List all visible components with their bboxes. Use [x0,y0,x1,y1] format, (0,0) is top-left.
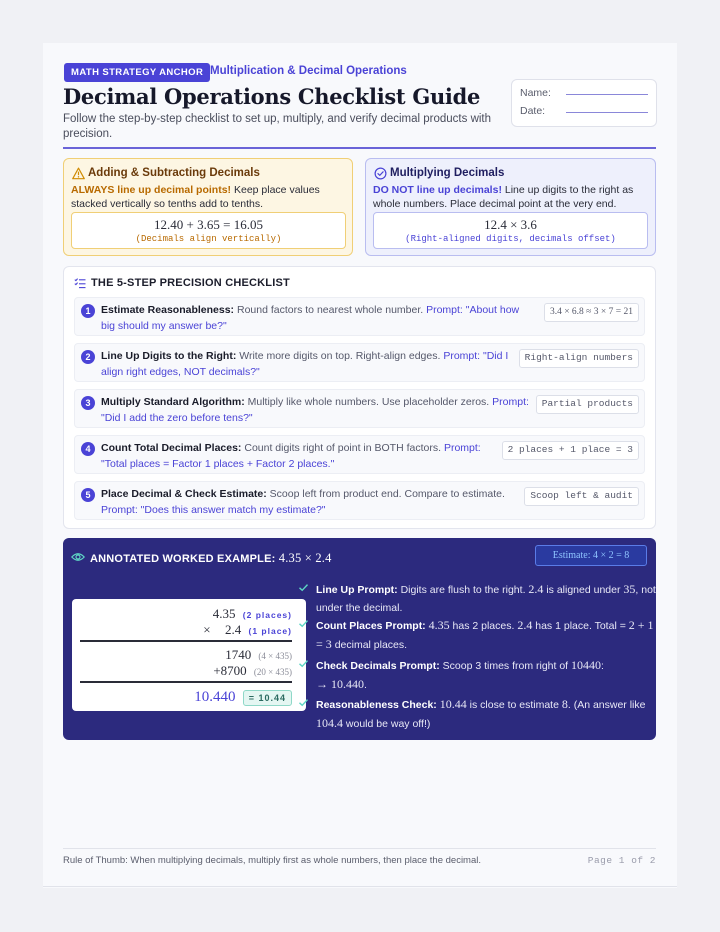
add-card-heading: Adding & Subtracting Decimals [88,167,260,179]
step-chip: Scoop left & audit [524,487,639,506]
checklist-step [74,435,645,474]
annotation-item: Reasonableness Check: 10.44 is close to estimate 8. (An answer like 104.4 would be way off!) [316,695,656,733]
check-icon [298,658,309,669]
rule-of-thumb: Rule of Thumb: When multiplying decimals, multiply first as whole numbers, then place the decimal. [63,855,482,866]
step-text: Line Up Digits to the Right: Write more digits on top. Right-align edges. Prompt: "Did I align right edges, NOT decimals?" [101,350,509,378]
step-number: 2 [81,350,95,364]
estimate-badge: Estimate: 4 × 2 = 8 [535,545,647,566]
checklist-step [74,481,645,520]
multiply-card-body: Line up digits to the right as whole numbers. Place decimal point at the very end. [373,184,634,210]
check-icon [298,697,309,708]
intro-text: Follow the step-by-step checklist to set up, multiply, and verify decimal products with precision. [63,113,492,140]
annotation-item: Check Decimals Prompt: Scoop 3 times from right of 10440: → 10.440. [316,656,656,694]
product-result: 10.440 = 10.44 [194,689,292,706]
check-circle-icon [374,167,387,180]
calc-divider [80,640,292,642]
multiply-card-lead: DO NOT line up decimals! [373,184,502,196]
page-title: Decimal Operations Checklist Guide [63,84,481,109]
step-chip: 2 places + 1 place = 3 [502,441,639,460]
factor-1: 4.35 (2 places) [212,606,292,621]
add-subtract-card [63,158,353,256]
step-text: Estimate Reasonableness: Round factors to nearest whole number. Prompt: "About how big should my answer be?" [101,304,520,332]
multiply-equation: 12.4 × 3.6 [484,217,537,232]
worked-example-panel [63,538,656,740]
partial-product-1: 1740 (4 × 435) [225,647,292,662]
step-chip: Partial products [536,395,639,414]
calc-divider [80,681,292,683]
multiply-card-text [373,183,649,211]
check-icon [298,618,309,629]
worksheet-page [43,43,677,888]
multiply-note: (Right-aligned digits, decimals offset) [405,234,616,244]
multiply-card [365,158,656,256]
step-text: Count Total Decimal Places: Count digits right of point in BOTH factors. Prompt: "Total places = Factor 1 places + Factor 2 places." [101,442,481,470]
step-text: Multiply Standard Algorithm: Multiply like whole numbers. Use placeholder zeros. Prompt: "Did I add the zero before tens?" [101,396,529,424]
checklist-icon [74,277,86,289]
date-field[interactable] [566,112,648,113]
step-chip: Right-align numbers [519,349,639,368]
checklist-heading: THE 5-STEP PRECISION CHECKLIST [91,277,290,289]
add-card-lead: ALWAYS line up decimal points! [71,184,232,196]
step-text: Place Decimal & Check Estimate: Scoop left from product end. Compare to estimate. Prompt: "Does this answer match my estimate?" [101,488,505,516]
add-card-body: Keep place values stacked vertically so tenths add to tenths. [71,184,320,210]
checklist-step [74,343,645,382]
footer-divider [63,848,656,849]
worked-expression: 4.35 × 2.4 [278,551,332,565]
step-number: 5 [81,488,95,502]
worked-example-heading: ANNOTATED WORKED EXAMPLE: 4.35 × 2.4 [90,551,332,565]
rounded-answer: = 10.44 [243,690,292,706]
check-icon [298,582,309,593]
step-number: 1 [81,304,95,318]
precision-checklist [63,266,656,529]
annotation-item: Count Places Prompt: 4.35 has 2 places. 2.4 has 1 place. Total = 2 + 1 = 3 decimal places. [316,616,656,654]
page-bottom-edge [43,886,677,887]
strategy-tag: MATH STRATEGY ANCHOR [64,63,210,82]
multiply-card-heading: Multiplying Decimals [390,167,505,179]
step-chip: 3.4 × 6.8 ≈ 3 × 7 = 21 [544,303,639,322]
step-number: 3 [81,396,95,410]
checklist-step [74,389,645,428]
annotation-item: Line Up Prompt: Digits are flush to the right. 2.4 is aligned under 35, not under the decimal. [316,580,656,617]
eye-icon [71,551,85,563]
partial-product-2: +8700 (20 × 435) [213,663,292,678]
page-number: Page 1 of 2 [587,855,656,866]
multiply-example-box [373,212,648,249]
name-field[interactable] [566,94,648,95]
add-card-text [71,183,347,211]
add-equation: 12.40 + 3.65 = 16.05 [154,217,263,232]
subject-label: Multiplication & Decimal Operations [210,65,407,77]
add-example-box [71,212,346,249]
warning-triangle-icon [72,167,85,180]
checklist-step [74,297,645,336]
header-divider [63,147,656,149]
name-label: Name: [520,87,551,99]
name-date-box [511,79,657,127]
factor-2: × 2.4 (1 place) [203,622,292,637]
step-number: 4 [81,442,95,456]
date-label: Date: [520,105,546,117]
add-note: (Decimals align vertically) [135,234,282,244]
calculation-card [72,599,306,711]
